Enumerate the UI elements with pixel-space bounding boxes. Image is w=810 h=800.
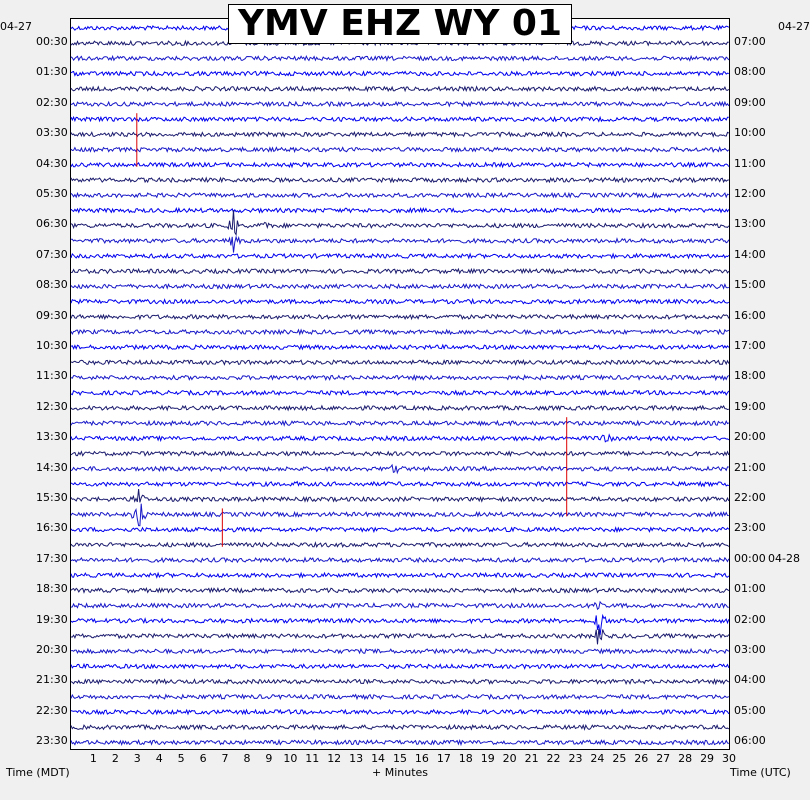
- left-time-label: 09:30: [36, 308, 68, 322]
- right-time-label: 02:00: [734, 612, 766, 626]
- minute-tick-label: 26: [634, 752, 649, 765]
- minute-tick-label: 9: [265, 752, 273, 765]
- trace-row-16: [71, 269, 729, 273]
- right-time-label: 01:00: [734, 582, 766, 596]
- left-time-label: 01:30: [36, 65, 68, 79]
- trace-row-34: [71, 543, 729, 547]
- trace-row-32: [71, 504, 729, 526]
- left-time-label: 00:30: [36, 35, 68, 48]
- trace-row-43: [71, 680, 729, 684]
- trace-row-11: [71, 193, 729, 197]
- minute-tick-label: 14: [371, 752, 386, 765]
- left-time-label: 21:30: [36, 673, 68, 687]
- left-time-label: 05:30: [36, 187, 68, 200]
- trace-row-26: [71, 421, 729, 425]
- minute-tick-label: 10: [283, 752, 298, 765]
- plot-title: YMV EHZ WY 01: [228, 4, 572, 44]
- trace-row-45: [71, 710, 729, 714]
- trace-row-36: [71, 573, 729, 577]
- trace-row-5: [71, 102, 729, 106]
- left-time-label: 04:30: [36, 156, 68, 170]
- trace-row-25: [71, 406, 729, 410]
- right-time-label: 03:00: [734, 643, 766, 656]
- trace-row-13: [71, 210, 729, 235]
- trace-row-33: [71, 528, 729, 532]
- right-time-label: 18:00: [734, 369, 766, 383]
- left-time-label: 15:30: [36, 491, 68, 504]
- left-time-label: 16:30: [36, 521, 68, 535]
- x-label-right: Time (UTC): [730, 766, 791, 779]
- trace-row-40: [71, 629, 729, 644]
- minute-tick-label: 18: [458, 752, 473, 765]
- minute-tick-label: 7: [221, 752, 229, 765]
- right-time-label: 04:00: [734, 673, 766, 687]
- trace-row-21: [71, 345, 729, 349]
- right-time-label: 16:00: [734, 308, 766, 322]
- minute-tick-label: 23: [568, 752, 583, 765]
- trace-row-17: [71, 284, 729, 288]
- left-time-label: 07:30: [36, 247, 68, 261]
- minute-tick-label: 30: [722, 752, 736, 765]
- right-time-label: 09:00: [734, 95, 766, 109]
- right-time-label: 22:00: [734, 491, 766, 504]
- minute-tick-label: 19: [480, 752, 495, 765]
- trace-row-19: [71, 315, 729, 319]
- minute-tick-label: 28: [678, 752, 693, 765]
- trace-row-35: [71, 558, 729, 562]
- minute-tick-label: 20: [502, 752, 517, 765]
- minute-tick-label: 11: [305, 752, 320, 765]
- trace-row-47: [71, 740, 729, 744]
- trace-row-37: [71, 588, 729, 592]
- x-label-center: + Minutes: [372, 766, 429, 779]
- trace-row-24: [71, 391, 729, 395]
- right-date-label: 04-27: [778, 20, 810, 33]
- right-time-label: 21:00: [734, 460, 766, 474]
- right-time-label: 20:00: [734, 430, 766, 444]
- trace-row-38: [71, 602, 729, 609]
- trace-row-3: [71, 72, 729, 76]
- left-date-label: 04-27: [0, 20, 32, 33]
- trace-row-30: [71, 482, 729, 487]
- left-time-label: 12:30: [36, 399, 68, 413]
- left-time-label: 02:30: [36, 95, 68, 109]
- trace-canvas: [71, 19, 729, 749]
- right-time-label: 07:00: [734, 35, 766, 48]
- trace-row-9: [71, 163, 729, 167]
- seismogram-plot: [70, 18, 730, 750]
- trace-row-4: [71, 87, 729, 91]
- minute-tick-label: 13: [349, 752, 364, 765]
- left-time-label: 22:30: [36, 703, 68, 717]
- trace-row-14: [71, 237, 729, 253]
- trace-row-2: [71, 56, 729, 60]
- right-time-label: 23:00: [734, 521, 766, 535]
- date-change-label: 04-28: [768, 551, 800, 565]
- minute-tick-label: 8: [243, 752, 251, 765]
- trace-row-23: [71, 376, 729, 380]
- minute-tick-label: 16: [414, 752, 429, 765]
- minute-tick-label: 21: [524, 752, 539, 765]
- right-time-label: 15:00: [734, 278, 766, 292]
- minute-tick-label: 27: [656, 752, 671, 765]
- trace-row-20: [71, 330, 729, 334]
- minute-tick-label: 25: [612, 752, 627, 765]
- minute-tick-label: 29: [700, 752, 715, 765]
- trace-row-7: [71, 132, 729, 136]
- trace-row-42: [71, 664, 729, 668]
- left-time-label: 08:30: [36, 278, 68, 292]
- right-time-label: 17:00: [734, 339, 766, 352]
- right-time-label: 14:00: [734, 247, 766, 261]
- left-time-label: 13:30: [36, 430, 68, 444]
- left-time-label: 17:30: [36, 551, 68, 565]
- minute-tick-label: 12: [327, 752, 342, 765]
- left-time-label: 19:30: [36, 612, 68, 626]
- minute-tick-label: 5: [177, 752, 185, 765]
- minute-tick-label: 3: [133, 752, 141, 765]
- trace-row-8: [71, 148, 729, 152]
- trace-row-15: [71, 254, 729, 258]
- left-time-label: 18:30: [36, 582, 68, 596]
- trace-row-31: [71, 489, 729, 502]
- minute-tick-label: 6: [199, 752, 207, 765]
- trace-row-29: [71, 465, 729, 473]
- left-time-label: 20:30: [36, 643, 68, 656]
- right-time-label: 11:00: [734, 156, 766, 170]
- trace-row-46: [71, 725, 729, 729]
- trace-row-27: [71, 435, 729, 442]
- left-time-label: 06:30: [36, 217, 68, 231]
- trace-row-41: [71, 649, 729, 653]
- right-time-label: 12:00: [734, 187, 766, 200]
- trace-row-28: [71, 452, 729, 456]
- trace-row-18: [71, 300, 729, 304]
- right-time-label: 08:00: [734, 65, 766, 79]
- left-time-label: 11:30: [36, 369, 68, 383]
- minute-tick-label: 1: [89, 752, 97, 765]
- minute-tick-label: 2: [111, 752, 119, 765]
- right-time-label: 06:00: [734, 734, 766, 748]
- trace-row-6: [71, 117, 729, 121]
- right-time-label: 05:00: [734, 703, 766, 717]
- minute-tick-label: 4: [155, 752, 163, 765]
- right-time-label: 00:00: [734, 551, 766, 565]
- minute-tick-label: 15: [393, 752, 407, 765]
- trace-row-22: [71, 360, 729, 364]
- right-time-label: 10:00: [734, 126, 766, 140]
- minute-tick-label: 24: [590, 752, 605, 765]
- trace-row-44: [71, 695, 729, 699]
- trace-row-12: [71, 208, 729, 212]
- left-time-label: 23:30: [36, 734, 68, 748]
- x-label-left: Time (MDT): [6, 766, 70, 779]
- minute-tick-label: 17: [436, 752, 451, 765]
- right-time-label: 13:00: [734, 217, 766, 231]
- trace-row-10: [71, 178, 729, 182]
- right-time-label: 19:00: [734, 399, 766, 413]
- minute-tick-label: 22: [546, 752, 561, 765]
- left-time-label: 14:30: [36, 460, 68, 474]
- trace-row-39: [71, 615, 729, 635]
- left-time-label: 10:30: [36, 339, 68, 352]
- left-time-label: 03:30: [36, 126, 68, 140]
